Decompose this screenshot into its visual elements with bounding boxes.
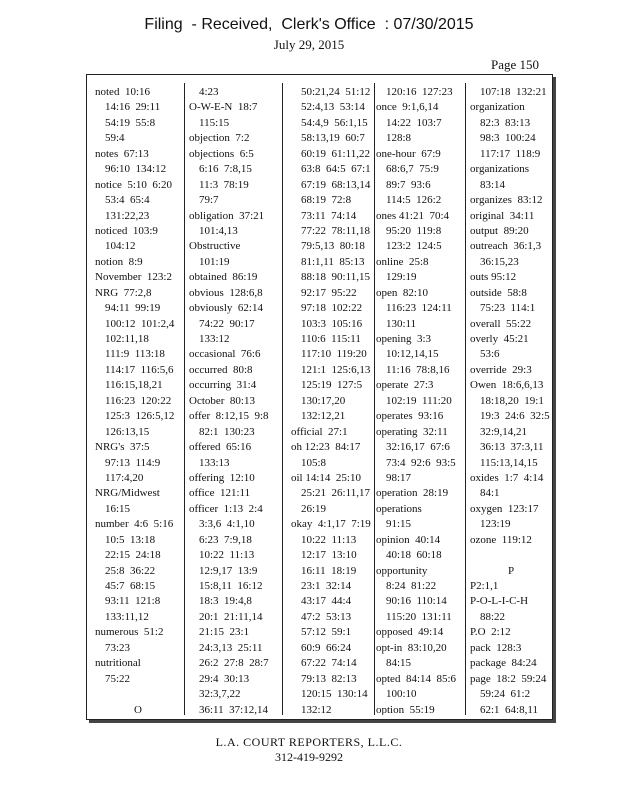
index-entry-line: NRG 77:2,8 — [95, 286, 152, 299]
index-entry-line: 120:15 130:14 — [301, 688, 368, 701]
index-entry-line: okay 4:1,17 7:19 — [291, 518, 371, 531]
index-entry-line: 11:16 78:8,16 — [386, 363, 450, 376]
index-entry-line: pack 128:3 — [470, 641, 522, 654]
index-entry-line: 67:19 68:13,14 — [301, 178, 371, 191]
index-entry-line: 60:9 66:24 — [301, 641, 352, 654]
index-entry-line: number 4:6 5:16 — [95, 518, 174, 531]
index-entry-line: obligation 37:21 — [189, 209, 265, 222]
index-entry-line: option 55:19 — [376, 703, 435, 715]
index-entry-line: 75:23 114:1 — [480, 302, 536, 315]
index-entry-line: 111:9 113:18 — [105, 348, 165, 361]
index-entry-line: notes 67:13 — [95, 147, 149, 160]
index-entry-line: 68:6,7 75:9 — [386, 163, 439, 176]
index-entry-line: 18:18,20 19:1 — [480, 394, 544, 407]
index-entry-line: overall 55:22 — [470, 317, 532, 330]
index-entry-line: 93:11 121:8 — [105, 595, 161, 608]
index-entry-line: opted 84:14 85:6 — [376, 672, 457, 685]
index-entry-line — [95, 687, 181, 702]
index-entry-line: overly 45:21 — [470, 333, 529, 345]
index-entry-line: 123:2 124:5 — [386, 240, 442, 253]
index-entry-line: operations — [376, 502, 422, 515]
index-entry-line: 107:18 132:21 — [480, 86, 547, 98]
index-entry-line: 14:16 29:11 — [105, 101, 161, 114]
index-entry-line: 73:11 74:14 — [301, 209, 357, 222]
index-entry-line: 32:9,14,21 — [480, 425, 528, 438]
index-entry-line: operate 27:3 — [376, 379, 434, 392]
index-entry-line: obviously 62:14 — [189, 302, 263, 315]
index-entry-line: 104:12 — [105, 240, 136, 253]
index-entry-line: 100:10 — [386, 688, 417, 701]
index-entry-line: 36:15,23 — [480, 255, 519, 268]
index-entry-line: opening 3:3 — [376, 333, 431, 345]
index-entry-line: 117:4,20 — [105, 471, 144, 484]
index-entry-line: 12:9,17 13:9 — [199, 564, 258, 577]
index-entry-line: nutritional — [95, 657, 141, 670]
index-entry-line: oil 14:14 25:10 — [291, 471, 361, 484]
index-entry-line: 126:13,15 — [105, 425, 150, 438]
index-entry-line: occasional 76:6 — [189, 348, 261, 361]
index-entry-line: offer 8:12,15 9:8 — [189, 410, 269, 423]
index-entry-line: 128:8 — [386, 132, 412, 145]
index-entry-line: 20:1 21:11,14 — [199, 610, 263, 623]
index-entry-line: 92:17 95:22 — [301, 286, 357, 299]
index-entry-line: outside 58:8 — [470, 286, 527, 299]
index-entry-line: 32:3,7,22 — [199, 688, 241, 701]
index-entry-line: 84:15 — [386, 657, 412, 670]
index-entry-line: opportunity — [376, 564, 428, 577]
index-entry-line: Obstructive — [189, 240, 241, 253]
transcript-date: July 29, 2015 — [273, 37, 345, 52]
index-entry-line: 54:19 55:8 — [105, 116, 156, 129]
index-entry-line: once 9:1,6,14 — [376, 101, 439, 114]
index-entry-line: 45:7 68:15 — [105, 580, 156, 592]
index-entry-line: original 34:11 — [470, 209, 535, 222]
index-entry-line: office 121:11 — [189, 487, 251, 500]
index-entry-line: 36:11 37:12,14 — [199, 703, 268, 715]
index-entry-line: 82:1 130:23 — [199, 425, 255, 438]
index-entry-line: 59:24 61:2 — [480, 688, 531, 701]
index-entry-line: 40:18 60:18 — [386, 549, 442, 562]
index-entry-line: 77:22 78:11,18 — [301, 224, 370, 237]
index-entry-line: objection 7:2 — [189, 132, 250, 145]
reporter-company: L.A. COURT REPORTERS, L.L.C. — [215, 735, 403, 749]
index-entry-line: 101:4,13 — [199, 224, 238, 237]
index-entry-line: 16:15 — [105, 502, 131, 515]
index-entry-line: 10:22 11:13 — [301, 533, 357, 546]
index-entry-line: 79:13 82:13 — [301, 672, 357, 685]
index-entry-line: 59:4 — [105, 132, 125, 145]
index-entry-line: 21:15 23:1 — [199, 626, 250, 639]
index-entry-line: 133:11,12 — [105, 610, 149, 623]
index-entry-line: 98:3 100:24 — [480, 132, 536, 145]
index-entry-line: 116:15,18,21 — [105, 379, 163, 392]
index-entry-line: objections 6:5 — [189, 147, 254, 160]
index-entry-line: 89:7 93:6 — [386, 178, 431, 191]
index-entry-line: oxygen 123:17 — [470, 502, 539, 515]
index-entry-line: 63:8 64:5 67:1 — [301, 163, 371, 176]
index-entry-line: O-W-E-N 18:7 — [189, 101, 258, 114]
index-entry-line: 29:4 30:13 — [199, 672, 250, 685]
index-entry-line: online 25:8 — [376, 255, 429, 268]
index-entry-line: 3:3,6 4:1,10 — [199, 518, 255, 531]
index-entry-line: 102:11,18 — [105, 333, 149, 345]
index-entry-line: one-hour 67:9 — [376, 147, 441, 160]
index-entry-line: NRG/Midwest — [95, 487, 160, 500]
index-entry-line: November 123:2 — [95, 271, 172, 284]
index-entry-line: 125:19 127:5 — [301, 379, 363, 392]
index-entry-line: 75:22 — [105, 672, 131, 685]
index-entry-line: organizes 83:12 — [470, 194, 543, 207]
index-entry-line: 117:10 119:20 — [301, 348, 367, 361]
index-entry-line: 102:19 111:20 — [386, 394, 452, 407]
index-column-2 — [189, 85, 277, 715]
index-entry-line: P-O-L-I-C-H — [470, 595, 529, 608]
index-entry-line: obvious 128:6,8 — [189, 286, 263, 299]
index-entry-line: 96:10 134:12 — [105, 163, 167, 176]
index-entry-line: ones 41:21 70:4 — [376, 209, 450, 222]
index-entry-line: P2:1,1 — [470, 580, 499, 592]
index-entry-line: 116:23 124:11 — [386, 302, 452, 315]
index-entry-line: 6:23 7:9,18 — [199, 533, 252, 546]
index-entry-line: 47:2 53:13 — [301, 610, 352, 623]
index-entry-line: 26:19 — [301, 502, 327, 515]
page-number: Page 150 — [491, 57, 540, 72]
index-entry-line: page 18:2 59:24 — [470, 672, 547, 685]
index-entry-line: outs 95:12 — [470, 271, 517, 284]
index-entry-line: 19:3 24:6 32:5 — [480, 410, 550, 423]
index-entry-line: 103:3 105:16 — [301, 317, 363, 330]
index-entry-line: operating 32:11 — [376, 425, 448, 438]
index-entry-line: 10:5 13:18 — [105, 533, 156, 546]
index-entry-line: outreach 36:1,3 — [470, 240, 542, 253]
index-entry-line: NRG's 37:5 — [95, 441, 150, 454]
index-entry-line: 101:19 — [199, 255, 230, 268]
index-entry-line: 130:17,20 — [301, 394, 346, 407]
index-entry-line: 25:21 26:11,17 — [301, 487, 370, 500]
index-entry-line: operates 93:16 — [376, 410, 444, 423]
index-entry-line: 36:13 37:3,11 — [480, 441, 544, 454]
index-entry-line: 115:13,14,15 — [480, 456, 538, 469]
index-entry-line: 22:15 24:18 — [105, 549, 161, 562]
column-divider — [184, 83, 185, 715]
index-entry-line: override 29:3 — [470, 363, 532, 376]
index-entry-line: 88:18 90:11,15 — [301, 271, 370, 284]
index-entry-line: 8:24 81:22 — [386, 580, 437, 592]
index-entry-line: 26:2 27:8 28:7 — [199, 657, 269, 670]
index-entry-line: oxides 1:7 4:14 — [470, 471, 544, 484]
index-entry-line: Owen 18:6,6,13 — [470, 379, 544, 392]
index-entry-line: opt-in 83:10,20 — [376, 641, 447, 654]
index-entry-line: 10:22 11:13 — [199, 549, 255, 562]
column-divider — [374, 83, 375, 715]
index-entry-line: noticed 103:9 — [95, 224, 158, 237]
index-entry-line: ozone 119:12 — [470, 533, 532, 546]
index-entry-line: 62:1 64:8,11 — [480, 703, 538, 715]
index-entry-line: 79:7 — [199, 194, 219, 207]
index-entry-line: P.O 2:12 — [470, 626, 511, 639]
index-column-1 — [95, 85, 181, 715]
index-entry-line: offering 12:10 — [189, 471, 255, 484]
index-entry-line: 32:16,17 67:6 — [386, 441, 450, 454]
index-entry-line: obtained 86:19 — [189, 271, 258, 284]
index-entry-line: 60:19 61:11,22 — [301, 147, 370, 160]
index-entry-line: 131:22,23 — [105, 209, 150, 222]
index-entry-line: 58:13,19 60:7 — [301, 132, 365, 145]
index-entry-line: package 84:24 — [470, 657, 537, 670]
index-entry-line: 52:4,13 53:14 — [301, 101, 365, 114]
index-entry-line: 73:4 92:6 93:5 — [386, 456, 456, 469]
index-entry-line: 54:4,9 56:1,15 — [301, 116, 368, 129]
index-entry-line: notion 8:9 — [95, 255, 143, 268]
index-entry-line: oh 12:23 84:17 — [291, 441, 361, 454]
index-entry-line: 121:1 125:6,13 — [301, 363, 371, 376]
index-entry-line: 125:3 126:5,12 — [105, 410, 175, 423]
index-entry-line: 11:3 78:19 — [199, 178, 249, 191]
index-entry-line: 115:20 131:11 — [386, 610, 452, 623]
index-entry-line: 129:19 — [386, 271, 417, 284]
reporter-phone: 312-419-9292 — [275, 750, 343, 764]
index-entry-line: 133:13 — [199, 456, 230, 469]
column-divider — [282, 83, 283, 715]
index-entry-line: October 80:13 — [189, 394, 255, 407]
index-entry-line: 105:8 — [301, 456, 327, 469]
index-entry-line: officer 1:13 2:4 — [189, 502, 263, 515]
index-entry-line: 25:8 36:22 — [105, 564, 156, 577]
index-entry-line: 74:22 90:17 — [199, 317, 255, 330]
index-entry-line: open 82:10 — [376, 286, 428, 299]
word-index-frame — [86, 74, 553, 720]
index-entry-line: 4:23 — [199, 86, 219, 98]
index-entry-line: organizations — [470, 163, 530, 176]
index-entry-line: 98:17 — [386, 471, 412, 484]
index-entry-line: 88:22 — [480, 610, 506, 623]
index-entry-line: 123:19 — [480, 518, 511, 531]
index-entry-line — [470, 548, 552, 563]
index-entry-line: 94:11 99:19 — [105, 302, 161, 315]
index-entry-line: 95:20 119:8 — [386, 224, 442, 237]
index-entry-line: 14:22 103:7 — [386, 116, 442, 129]
index-entry-line: 130:11 — [386, 317, 417, 330]
index-entry-line: 68:19 72:8 — [301, 194, 352, 207]
index-entry-line: 50:21,24 51:12 — [301, 86, 371, 98]
index-entry-line: 115:15 — [199, 116, 230, 129]
index-entry-line: 18:3 19:4,8 — [199, 595, 252, 608]
index-entry-line: 16:11 18:19 — [301, 564, 357, 577]
index-entry-line: P — [507, 564, 515, 577]
index-entry-line: 84:1 — [480, 487, 500, 500]
index-entry-line: 97:18 102:22 — [301, 302, 363, 315]
index-entry-line: 12:17 13:10 — [301, 549, 357, 562]
index-entry-line: 100:12 101:2,4 — [105, 317, 175, 330]
index-entry-line: 117:17 118:9 — [480, 147, 541, 160]
index-entry-line: opposed 49:14 — [376, 626, 444, 639]
index-entry-line: 15:8,11 16:12 — [199, 580, 263, 592]
index-entry-line: 6:16 7:8,15 — [199, 163, 252, 176]
index-entry-line: 24:3,13 25:11 — [199, 641, 263, 654]
index-entry-line: 116:23 120:22 — [105, 394, 172, 407]
index-column-5 — [470, 85, 552, 715]
index-entry-line: 53:6 — [480, 348, 500, 361]
index-entry-line: 132:12,21 — [301, 410, 346, 423]
index-column-3 — [291, 85, 379, 715]
index-entry-line: 23:1 32:14 — [301, 580, 352, 592]
index-entry-line: 83:14 — [480, 178, 506, 191]
index-entry-line: operation 28:19 — [376, 487, 449, 500]
index-entry-line: O — [134, 703, 142, 715]
index-entry-line: 90:16 110:14 — [386, 595, 447, 608]
index-entry-line: 43:17 44:4 — [301, 595, 352, 608]
index-entry-line: 53:4 65:4 — [105, 194, 150, 207]
index-entry-line: 91:15 — [386, 518, 412, 531]
index-entry-line: 73:23 — [105, 641, 131, 654]
index-entry-line: 79:5,13 80:18 — [301, 240, 365, 253]
filing-stamp: Filing - Received, Clerk's Office : 07/30/2015 — [144, 16, 474, 33]
index-entry-line: output 89:20 — [470, 224, 529, 237]
index-entry-line: 120:16 127:23 — [386, 86, 453, 98]
index-entry-line: opinion 40:14 — [376, 533, 441, 546]
index-entry-line: offered 65:16 — [189, 441, 252, 454]
index-entry-line: occurring 31:4 — [189, 379, 257, 392]
index-column-4 — [376, 85, 466, 715]
index-entry-line: official 27:1 — [291, 425, 348, 438]
index-entry-line: 97:13 114:9 — [105, 456, 161, 469]
index-entry-line: 133:12 — [199, 333, 230, 345]
index-entry-line: noted 10:16 — [95, 86, 150, 98]
index-entry-line: 81:1,11 85:13 — [301, 255, 365, 268]
index-entry-line: 114:17 116:5,6 — [105, 363, 174, 376]
index-entry-line: 82:3 83:13 — [480, 116, 531, 129]
index-entry-line: 132:12 — [301, 703, 332, 715]
index-entry-line: organization — [470, 101, 525, 114]
index-entry-line: 114:5 126:2 — [386, 194, 442, 207]
index-entry-line: 67:22 74:14 — [301, 657, 357, 670]
index-entry-line: occurred 80:8 — [189, 363, 253, 376]
column-divider — [465, 83, 466, 715]
index-entry-line: 10:12,14,15 — [386, 348, 439, 361]
index-entry-line: 110:6 115:11 — [301, 333, 361, 345]
index-entry-line: 57:12 59:1 — [301, 626, 352, 639]
index-entry-line: notice 5:10 6:20 — [95, 178, 172, 191]
index-entry-line: numerous 51:2 — [95, 626, 164, 639]
